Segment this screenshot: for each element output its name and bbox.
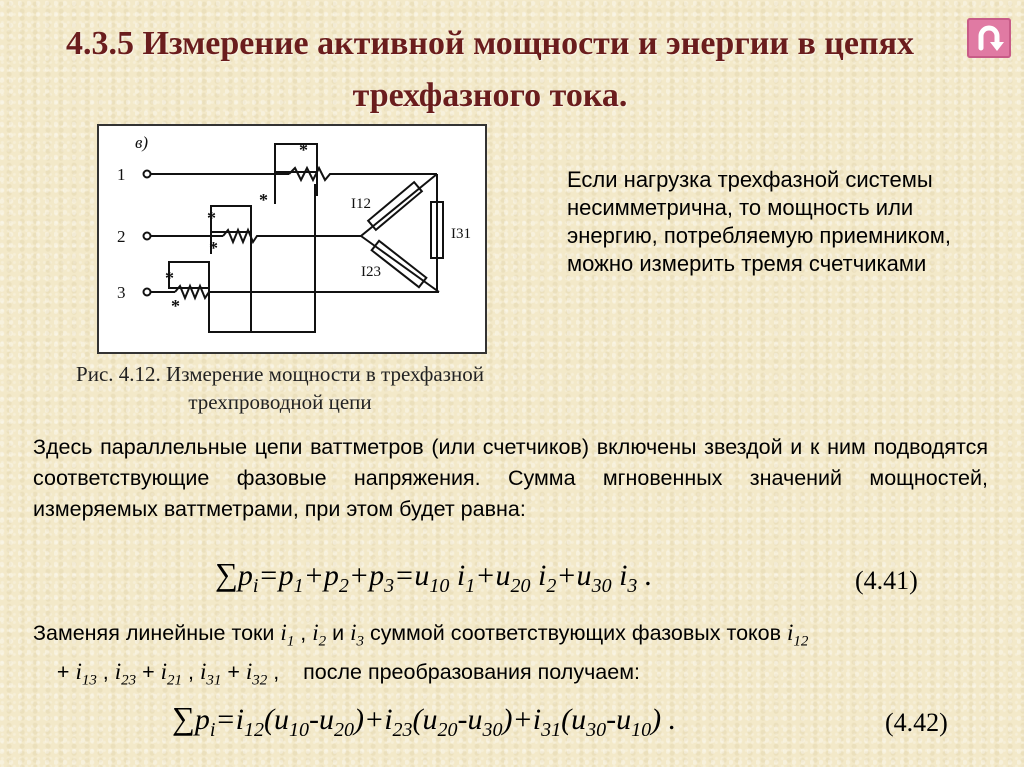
circuit-diagram bbox=[99, 126, 485, 352]
formula-4-41: $\sum p_i=p_1+p_2+p_3=u_{10}$ $i_1+u_{20}$ $i_2+u_{30}$ $i_3$ . bbox=[215, 556, 653, 597]
u-turn-arrow-icon bbox=[967, 18, 1011, 58]
terminal-label: 1 bbox=[117, 165, 126, 184]
terminal-label: 3 bbox=[117, 283, 126, 302]
current-label: I31 bbox=[451, 226, 471, 242]
circuit-figure bbox=[97, 124, 487, 354]
marker: * bbox=[259, 190, 268, 210]
marker: * bbox=[165, 268, 174, 288]
panel-label: в) bbox=[135, 133, 149, 152]
terminal-label: 2 bbox=[117, 227, 126, 246]
page-title: 4.3.5 Измерение активной мощности и энергии в цепях трехфазного тока. bbox=[66, 25, 914, 114]
marker: * bbox=[171, 296, 180, 316]
equation-number: (4.41) bbox=[855, 566, 918, 595]
body-paragraph-2: Заменяя линейные токи $i_1$ , $i_2$ и $i_3$ суммой соответствующих фазовых токов $i_{12}$ + $i_{13}$ , $i_{23} + i_{21}$ , $i_{31} + i_{32}$ , после преобразования получаем: bbox=[33, 620, 809, 689]
current-label: I12 bbox=[351, 196, 371, 212]
side-note: Если нагрузка трехфазной системы несимметрична, то мощность или энергию, потребляемую приемником, можно измерить тремя счетчиками bbox=[567, 167, 952, 276]
equation-number: (4.42) bbox=[885, 708, 948, 737]
back-button[interactable] bbox=[967, 18, 1011, 58]
figure-caption: Рис. 4.12. Измерение мощности в трехфазной трехпроводной цепи bbox=[76, 362, 484, 414]
marker: * bbox=[207, 208, 216, 228]
body-paragraph: Здесь параллельные цепи ваттметров (или счетчиков) включены звездой и к ним подводятся соответствующие фазовые напряжения. Сумма мгновенных значений мощностей, измеряемых ваттметрами, при этом будет равна: bbox=[33, 435, 988, 521]
formula-4-42: $\sum p_i=i_{12}(u_{10}-u_{20})+i_{23}(u_{20}-u_{30})+i_{31}(u_{30}-u_{10})$ . bbox=[172, 700, 677, 741]
marker: * bbox=[299, 140, 308, 160]
current-label: I23 bbox=[361, 264, 381, 280]
marker: * bbox=[209, 238, 218, 258]
